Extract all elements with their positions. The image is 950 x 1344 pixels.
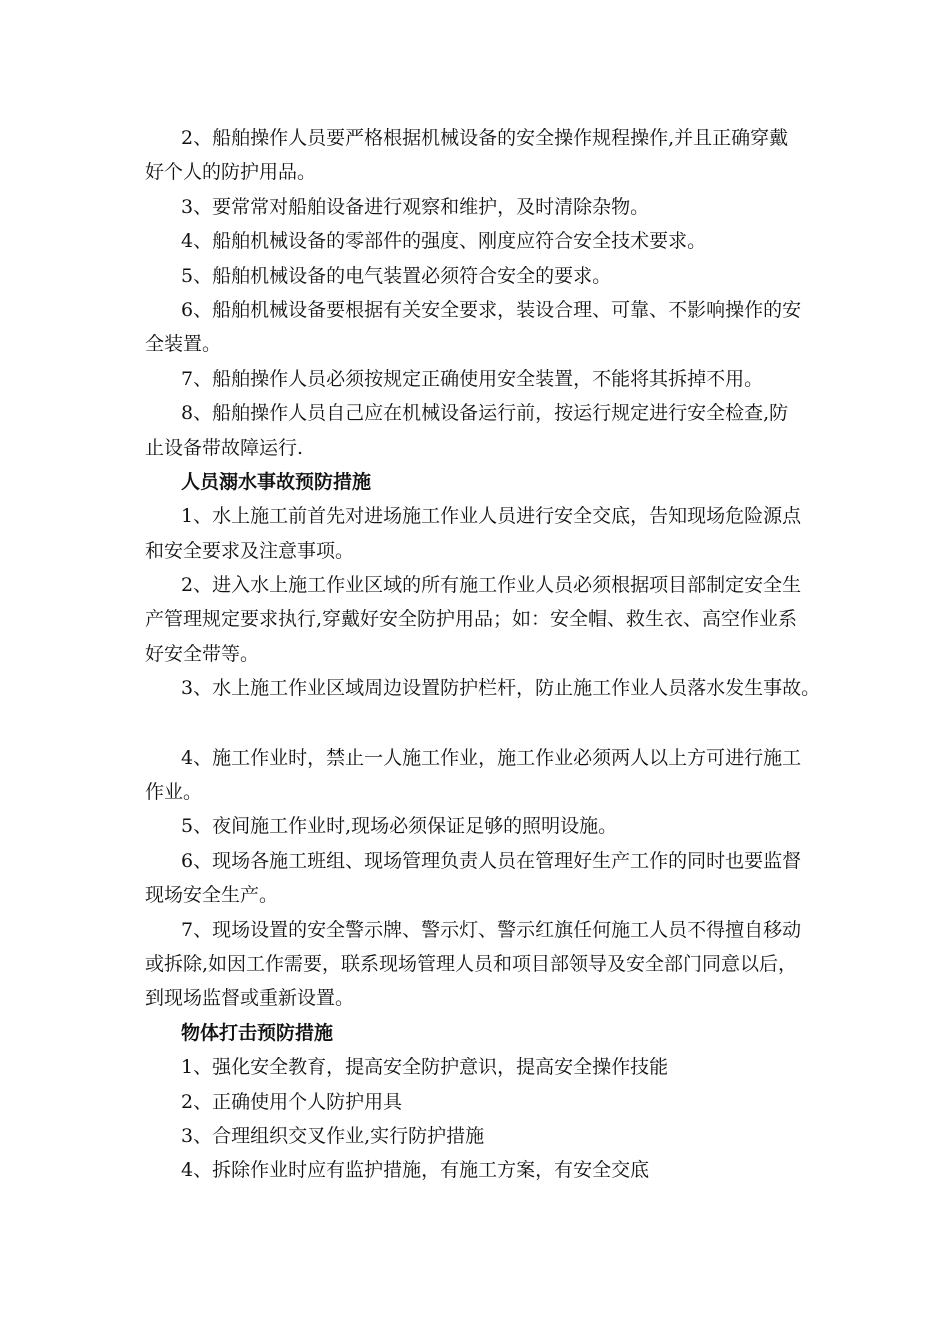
paragraph-line: 全装置。	[145, 333, 222, 356]
paragraph-line: 8、船舶操作人员自己应在机械设备运行前，按运行规定进行安全检查,防	[181, 402, 789, 425]
section-heading-drowning: 人员溺水事故预防措施	[181, 470, 372, 493]
paragraph-line: 产管理规定要求执行,穿戴好安全防护用品；如：安全帽、救生衣、高空作业系	[145, 608, 798, 631]
paragraph-line: 好个人的防护用品。	[145, 161, 317, 184]
paragraph-line: 3、合理组织交叉作业,实行防护措施	[181, 1124, 485, 1147]
paragraph-line: 6、船舶机械设备要根据有关安全要求，装设合理、可靠、不影响操作的安	[181, 298, 802, 321]
paragraph-line: 2、正确使用个人防护用具	[181, 1090, 403, 1113]
blank-line	[145, 706, 825, 741]
paragraph-line: 2、船舶操作人员要严格根据机械设备的安全操作规程操作,并且正确穿戴	[181, 127, 789, 149]
paragraph-line: 作业。	[145, 781, 203, 804]
paragraph-line: 6、现场各施工班组、现场管理负责人员在管理好生产工作的同时也要监督	[181, 849, 802, 872]
paragraph-line: 3、水上施工作业区域周边设置防护栏杆，防止施工作业人员落水发生事故。	[181, 677, 821, 700]
paragraph-line: 好安全带等。	[145, 642, 260, 665]
paragraph-line: 止设备带故障运行.	[145, 436, 304, 459]
paragraph-line: 7、现场设置的安全警示牌、警示灯、警示红旗任何施工人员不得擅自移动	[181, 918, 802, 941]
paragraph-line: 3、要常常对船舶设备进行观察和维护，及时清除杂物。	[181, 195, 650, 218]
paragraph-line: 2、进入水上施工作业区域的所有施工作业人员必须根据项目部制定安全生	[181, 574, 802, 597]
paragraph-line: 到现场监督或重新设置。	[145, 987, 355, 1010]
paragraph-line: 7、船舶操作人员必须按规定正确使用安全装置，不能将其拆掉不用。	[181, 367, 764, 390]
paragraph-line: 4、拆除作业时应有监护措施，有施工方案，有安全交底	[181, 1159, 650, 1182]
paragraph-line: 5、船舶机械设备的电气装置必须符合安全的要求。	[181, 264, 612, 287]
document-body	[145, 121, 825, 1188]
paragraph-line: 4、船舶机械设备的零部件的强度、刚度应符合安全技术要求。	[181, 230, 707, 253]
paragraph-line: 或拆除,如因工作需要，联系现场管理人员和项目部领导及安全部门同意以后，	[145, 952, 798, 975]
paragraph-line: 和安全要求及注意事项。	[145, 539, 355, 562]
paragraph-line: 1、水上施工前首先对进场施工作业人员进行安全交底，告知现场危险源点	[181, 505, 802, 528]
paragraph-line: 5、夜间施工作业时,现场必须保证足够的照明设施。	[181, 815, 618, 838]
paragraph-line: 1、强化安全教育，提高安全防护意识，提高安全操作技能	[181, 1056, 669, 1079]
paragraph-line: 现场安全生产。	[145, 884, 279, 907]
section-heading-impact: 物体打击预防措施	[181, 1021, 334, 1044]
paragraph-line: 4、施工作业时，禁止一人施工作业，施工作业必须两人以上方可进行施工	[181, 746, 802, 769]
